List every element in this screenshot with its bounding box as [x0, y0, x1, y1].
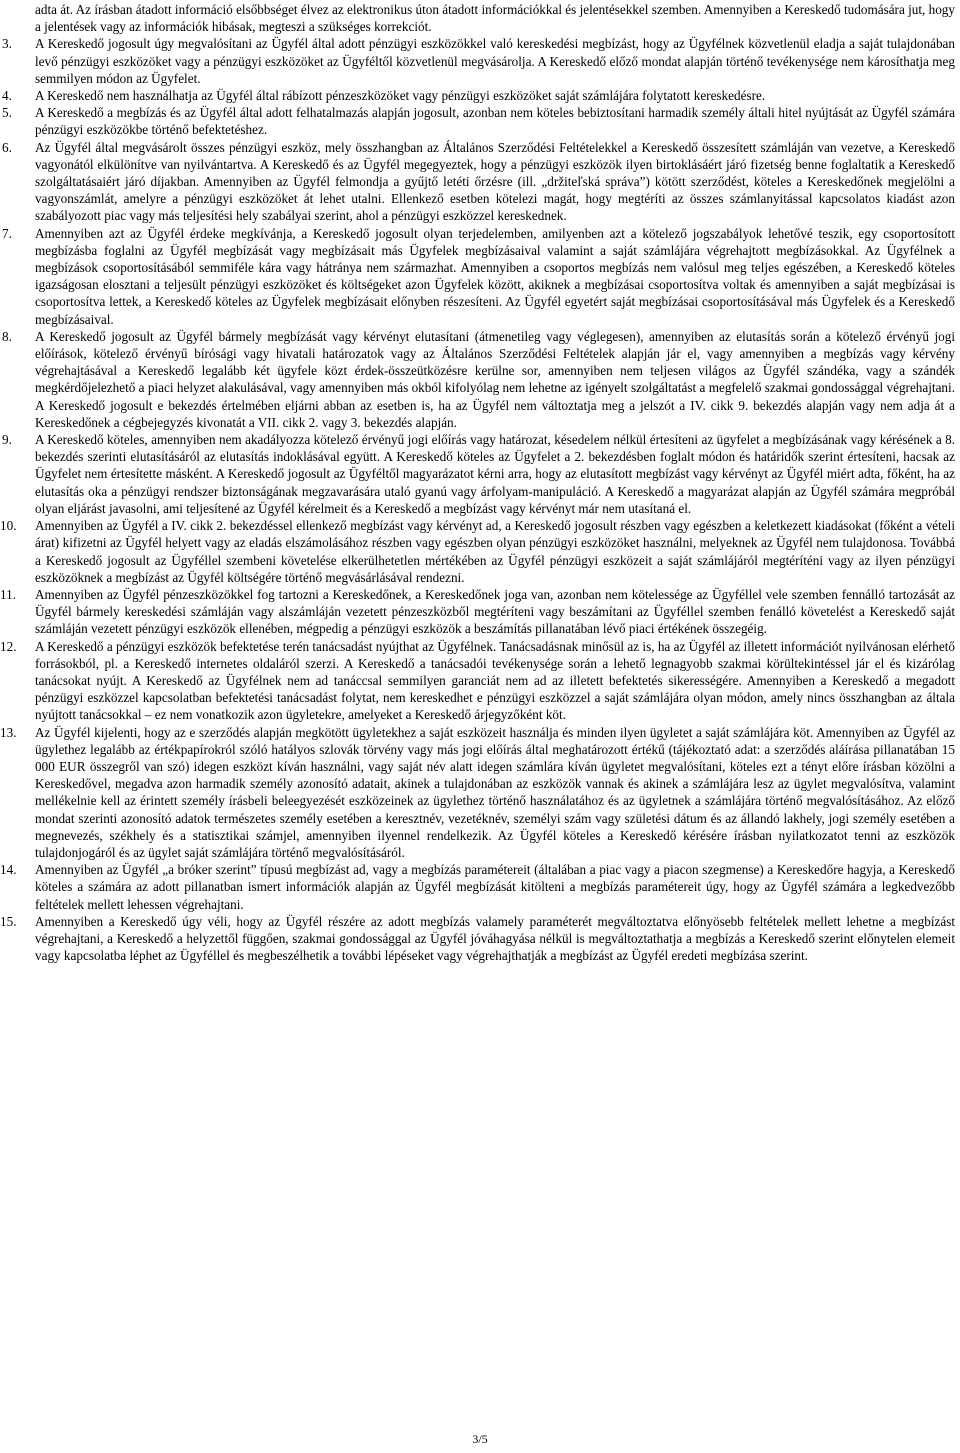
list-item-number: 8.	[2, 328, 12, 344]
numbered-list	[0, 35, 955, 964]
list-item-text: Amennyiben az Ügyfél „a bróker szerint” típusú megbízást ad, vagy a megbízás paramétereit (általában a piac vagy a piacon szegmense) a Kereskedőre hagyja, a Kereskedő köteles a számára az adott pillanatban ismert információk alapján az Ügyfél megbízását kitölteni a megbízás paramétereit úgy, hogy az Ügyfél számára a legkedvezőbb feltételek mellett lehessen végrehajtani.	[35, 862, 955, 912]
list-item-number: 13.	[0, 724, 17, 740]
list-item-text: A Kereskedő köteles, amennyiben nem akadályozza kötelező érvényű jogi előírás vagy határozat, késedelem nélkül értesíteni az ügyfelet a megbízásának vagy kérésének a 8. bekezdés szerinti elutasításáról az elutasítás indoklásával együtt. A Kereskedő köteles az Ügyfelet a 2. bekezdésben foglalt módon és határidők szerint értesíteni, hacsak az Ügyfelet nem értesítette másként. A Kereskedő jogosult az Ügyféltől magyarázatot kérni arra, hogy az elutasított megbízást vagy kérvényt az Ügyfél miért adta, főként, ha az elutasítás oka a pénzügyi rendszer biztonságának megzavarására utaló gyanú vagy árfolyam-manipuláció. A Kereskedő a magyarázat alapján az Ügyfél számára megpróbál olyan eljárást javasolni, ami teljesítené az Ügyfél kérelmeit és a Kereskedő a megbízást vagy kérvényt már nem utasítaná el.	[35, 432, 955, 516]
list-item-number: 9.	[2, 432, 12, 448]
intro-paragraph: adta át. Az írásban átadott információ elsőbbséget élvez az elektronikus úton átadott információkkal és jelentésekkel szemben. Amennyiben a Kereskedő tudomására jut, hogy a jelentések vagy az információk hibásak, megteszi a szükséges korrekciót.	[35, 2, 955, 35]
list-item	[0, 638, 955, 724]
list-item	[0, 724, 955, 862]
list-item-number: 7.	[2, 225, 12, 241]
list-item-text: Amennyiben az Ügyfél a IV. cikk 2. bekezdéssel ellenkező megbízást vagy kérvényt ad, a Kereskedő jogosult részben vagy egészben a keletkezett kiadásokat (főként a vételi árat) kifizetni az Ügyfél helyett vagy az eladás elszámolásához részben vagy egészben olyan pénzügyi eszközöket használni, melyeknek az Ügyfél nem tulajdonosa. Továbbá a Kereskedő jogosult az Ügyféllel szembeni követelése elkerülhetetlen mértékében az Ügyfél pénzügyi eszközeit a saját számlájáról megtéríténi vagy az ilyen pénzügyi eszközöknek a megbízást az Ügyfél költségére történő megvásárlásával rendezni.	[35, 518, 955, 585]
list-item	[2, 328, 955, 431]
document-body	[0, 1, 955, 964]
list-item	[2, 431, 955, 517]
list-item	[0, 517, 955, 586]
list-item-number: 6.	[2, 139, 12, 155]
list-item-text: Amennyiben a Kereskedő úgy véli, hogy az Ügyfél részére az adott megbízás valamely paraméterét megváltoztatva előnyösebb feltételek mellett lehetne a megbízást végrehajtani, a Kereskedő a helyzettől függően, szakmai gondossággal az Ügyfél jóváhagyása nélkül is megváltoztathatja a megbízás a Kereskedő szerint előnytelen elemeit vagy kapcsolatba léphet az Ügyféllel és megbeszélhetik a további lépéseket vagy végrehajthatják a megbízást az Ügyfél eredeti megbízása szerint.	[35, 913, 955, 964]
list-item	[2, 35, 955, 87]
list-item-text: Amennyiben az Ügyfél pénzeszközökkel fog tartozni a Kereskedőnek, a Kereskedőnek joga van, azonban nem kötelessége az Ügyféllel vele szemben fennálló tartozását az Ügyfél bármely kereskedési számláján vagy alszámláján vezetett pénzeszközből megtéríteni vagy beszámítani az Ügyféllel szemben fenálló követelést a Kereskedő saját számláján vezetett pénzügyi eszközök ellenében, mégpedig a pénzügyi eszközök a beszámítás pillanatában lévő piaci értékének összegéig.	[35, 586, 955, 637]
list-item-text: A Kereskedő a megbízás és az Ügyfél által adott felhatalmazás alapján jogosult, azonban nem köteles bebiztosítani harmadik személy általi hitel nyújtását az Ügyfél számára pénzügyi eszközökbe történő befektetéshez.	[35, 105, 955, 138]
list-item-text: A Kereskedő nem használhatja az Ügyfél által rábízott pénzeszközöket vagy pénzügyi eszközöket saját számlájára folytatott kereskedésre.	[35, 88, 766, 104]
list-item-number: 14.	[0, 862, 17, 878]
list-item	[0, 913, 955, 965]
list-item	[2, 104, 955, 138]
list-item-text: Amennyiben azt az Ügyfél érdeke megkívánja, a Kereskedő jogosult olyan terjedelemben, amilyenben azt a kötelező jogszabályok lehetővé teszik, egy csoportosított megbízásba foglalni az Ügyfél megbízását vagy megbízásait más Ügyfelek megbízásaival valamint a saját számlájára végrehajtott megbízásokkal. Az Ügyfélnek a megbízások csoportosításából semmiféle kára vagy hátránya nem származhat. Amennyiben a csoportos megbízás nem valósul meg teljes egészében, a Kereskedő köteles igazságosan elosztani a teljesült pénzügyi eszközöket és költségeket azon Ügyfelek között, akiknek a megbízásai csoportosítva voltak és amennyiben a saját megbízásai is csoportosítva lettek, a Kereskedő köteles az Ügyfelek megbízásait előnyben részesíteni. Az Ügyfél egyetért saját megbízásai csoportosításával más Ügyfelek és a Kereskedő megbízásaival.	[35, 225, 955, 327]
list-item	[0, 586, 955, 638]
list-item	[2, 225, 955, 328]
list-item-text: Az Ügyfél által megvásárolt összes pénzügyi eszköz, mely összhangban az Általános Szerződési Feltételekkel a Kereskedő összesített számláján van vezetve, a Kereskedő vagyonától elkülönítve van nyilvántartva. A Kereskedő és az Ügyfél megegyeztek, hogy a pénzügyi eszközök ilyen birtoklásáért járó fizetség benne foglaltatik a Kereskedő szolgáltatásaiért járó díjakban. Amennyiben az Ügyfél felmondja a gyűjtő letéti őrzésre (ill. „držiteľská správa”) kötött szerződést, köteles a Kereskedőnek megjelölni a vagyonszámlát, amelyre a pénzügyi eszközöket át lehet utalni. Ellenkező esetben kötelezi magát, hogy megtéríti az összes számlanyitással kapcsolatos kiadást azon szabályozott piac vagy más teljesítési hely szabályai szerint, ahol a pénzügyi eszközzel kereskednek.	[35, 139, 955, 224]
list-item-text: Az Ügyfél kijelenti, hogy az e szerződés alapján megkötött ügyletekhez a saját eszközeit használja és minden ilyen ügyletet a saját számlájára köt. Amennyiben az Ügyfél az ügylethez legalább az értékpapírokról szóló hatályos szlovák törvény vagy más jogi előírás által meghatározott értékű (tájékoztató adat: a szerződés aláírása pillanatában 15 000 EUR összegről van szó) idegen eszközt kíván használni, vagy saját név alatt idegen számlára kíván ügyletet megvalósítani, köteles ezt a tényt előre írásban közölni a Kereskedővel, megadva azon harmadik személy azonosító adatait, akinek a tulajdonában az eszközök vannak és akinek a számlájára lesz az ügylet megvalósítva, valamint mellékelnie kell az érintett személy írásbeli beleegyezését eszközeinek az ügylethez történő használatához és az ügyletnek a számlájára történő megvalósításához. Az előző mondat szerinti azonosító adatok természetes személy esetében a keresztnév, vezetéknév, személyi szám vagy születési dátum és az állandó lakhely, jogi személy esetében a megnevezés, székhely és a statisztikai számjel, amennyiben ilyennel rendelkezik. Az Ügyfél köteles a Kereskedő kérésére írásban nyilatkozatot tenni az eszközök tulajdonjogáról és az ügylet saját számlájára történő megvalósításáról.	[35, 724, 955, 860]
list-item-number: 11.	[0, 586, 16, 602]
list-item-number: 15.	[0, 913, 17, 929]
list-item-number: 4.	[2, 88, 12, 104]
list-item-number: 12.	[0, 638, 17, 654]
list-item-number: 10.	[0, 518, 17, 534]
list-item-number: 3.	[2, 36, 12, 52]
list-item-text: A Kereskedő jogosult az Ügyfél bármely megbízását vagy kérvényt elutasítani (átmenetileg vagy véglegesen), amennyiben az elutasítás során a kötelező érvényű jogi előírások, kötelező érvényű bírósági vagy hivatali határozatok vagy az Általános Szerződési Feltételek alapján jár el, vagy amennyiben a megbízás vagy kérvény végrehajtásával a Kereskedő legalább két ügyfele közt érdek-összeütközésre kerülne sor, amennyiben nem teljesen világos az Ügyfél szándéka, vagy a szándék megkérdőjelezhető a piaci helyzet alakulásával, vagy amennyiben más okból kifolyólag nem lehetne az igényelt szolgáltatást a megfelelő szakmai gondossággal végrehajtani. A Kereskedő jogosult e bekezdés értelmében eljárni abban az esetben is, ha az Ügyfél nem változtatja meg a jelszót a IV. cikk 9. bekezdés alapján vagy nem adja át a Kereskedőnek a cégbejegyzés kivonatát a VII. cikk 2. vagy 3. bekezdés alapján.	[35, 328, 955, 430]
list-item-number: 5.	[2, 105, 12, 121]
list-item-text: A Kereskedő a pénzügyi eszközök befektetése terén tanácsadást nyújthat az Ügyfélnek. Tanácsadásnak minősül az is, ha az Ügyfél az illetett információt nyilvánosan elérhető forrásokból, pl. a Kereskedő internetes oldaláról szerzi. A Kereskedő a tanácsadói tevékenysége során a lehető legnagyobb szakmai körültekintéssel jár el és kizárólag tanácsokat nyújt. A Kereskedő az Ügyfélnek nem ad tanáccsal semmilyen garanciát nem ad az illetett befektetés sikerességére. Amennyiben a Kereskedő a megadott pénzügyi eszközzel kapcsolatban befektetési tanácsadást folytat, nem kereskedhet e pénzügyi eszközzel a saját számlájára olyan módon, amely nincs összhangban az általa nyújtott tanácsokkal – ez nem vonatkozik azon ügyletekre, amelyeket a Kereskedő árjegyzőként köt.	[35, 638, 955, 723]
list-item	[2, 139, 955, 225]
page-number: 3/5	[472, 1432, 488, 1446]
list-item	[2, 87, 955, 104]
list-item-text: A Kereskedő jogosult úgy megvalósítani az Ügyfél által adott pénzügyi eszközökkel való kereskedési megbízást, hogy az Ügyfélnek közvetlenül eladja a saját tulajdonában levő pénzügyi eszközöket vagy a pénzügyi eszközöket az Ügyféltől közvetlenül megvásárolja. A Kereskedő előző mondat alapján történő tevékenysége nem károsíthatja meg semmilyen módon az Ügyfelet.	[35, 36, 955, 86]
list-item	[0, 861, 955, 913]
